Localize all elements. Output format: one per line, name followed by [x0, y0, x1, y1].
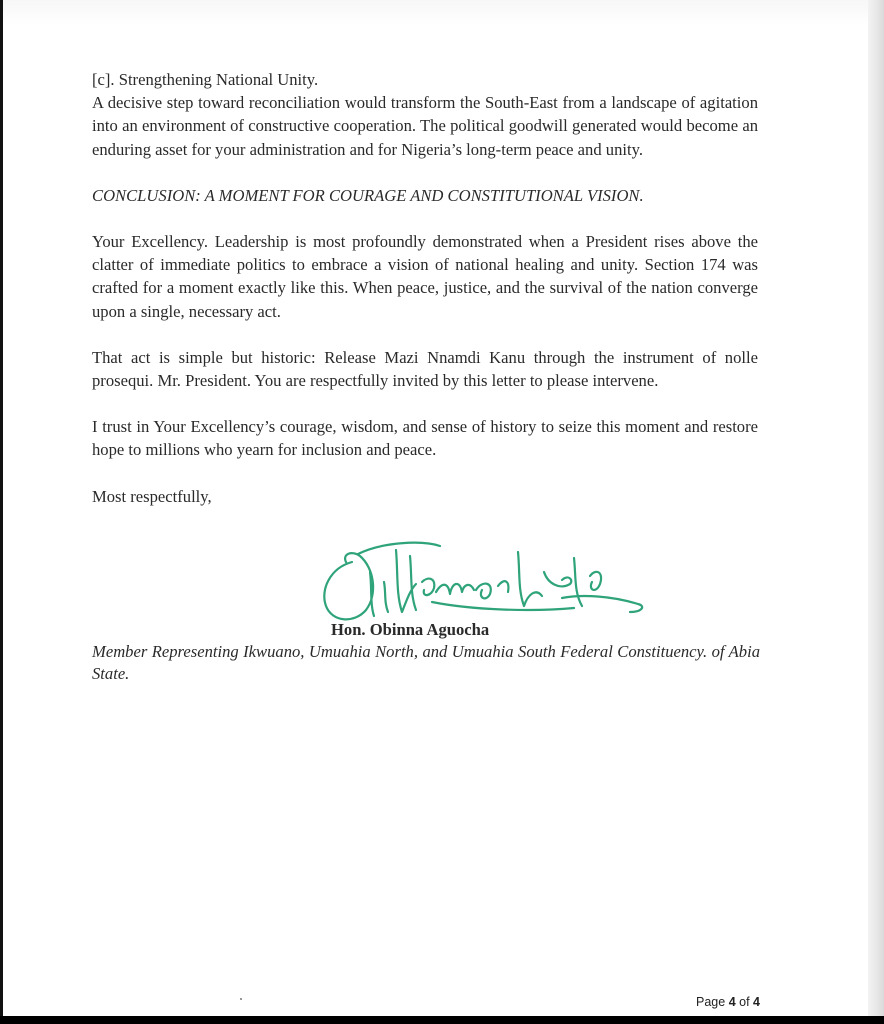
closing-salutation: Most respectfully,	[92, 486, 212, 506]
paragraph-release: That act is simple but historic: Release Mazi Nnamdi Kanu through the instrument of nolle prosequi. Mr. President. You are respectfully invited by this letter to please intervene.	[92, 347, 758, 391]
letter-body	[92, 68, 758, 508]
scan-shadow-top	[0, 0, 884, 26]
signatory-role: Member Representing Ikwuano, Umuahia North, and Umuahia South Federal Constituency. of Abia State.	[92, 642, 760, 683]
page-label: Page	[696, 995, 726, 1009]
signatory-name: Hon. Obinna Aguocha	[331, 620, 490, 639]
page-number	[696, 995, 760, 1009]
conclusion-heading: CONCLUSION: A MOMENT FOR COURAGE AND CONSTITUTIONAL VISION.	[92, 185, 644, 205]
page-of: of	[739, 995, 750, 1009]
page-total: 4	[753, 995, 760, 1009]
signature-strokes	[324, 543, 642, 620]
paragraph-leadership: Your Excellency. Leadership is most profoundly demonstrated when a President rises above the clatter of immediate politics to embrace a vision of national healing and unity. Section 174 was crafted for a moment exactly like this. When peace, justice, and the survival of the nation converge upon a single, necessary act.	[92, 232, 758, 321]
section-c-heading: [c]. Strengthening National Unity.	[92, 70, 319, 89]
section-c-body: A decisive step toward reconciliation would transform the South-East from a landscape of agitation into an environment of constructive cooperation. The political goodwill generated would become an enduring asset for your administration and for Nigeria’s long-term peace and unity.	[92, 93, 758, 159]
handwritten-signature	[312, 532, 652, 632]
paragraph-trust: I trust in Your Excellency’s courage, wisdom, and sense of history to seize this moment and restore hope to millions who yearn for inclusion and peace.	[92, 417, 758, 460]
scan-edge-bottom	[0, 1016, 884, 1024]
scan-speck	[240, 998, 242, 1000]
scan-shadow-right	[868, 0, 884, 1024]
scan-edge-left	[0, 0, 3, 1024]
page-current: 4	[728, 995, 736, 1009]
